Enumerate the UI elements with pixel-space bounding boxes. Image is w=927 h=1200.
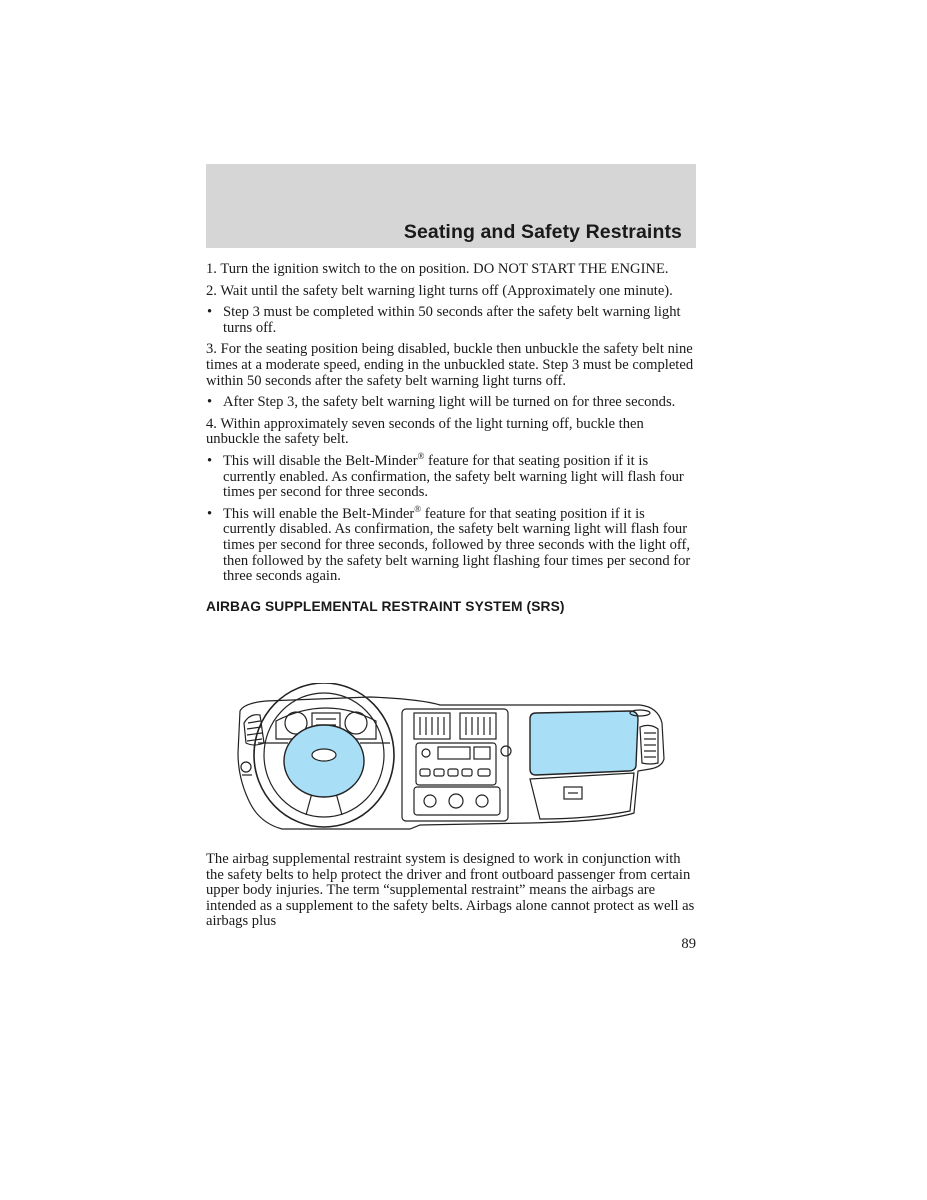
section-header-band [206, 164, 696, 248]
step-1: 1. Turn the ignition switch to the on position. DO NOT START THE ENGINE. [206, 261, 669, 277]
bullet-glyph: • [207, 394, 213, 411]
bullet-item [206, 451, 698, 501]
page-number: 89 [681, 936, 696, 952]
bullet-text: After Step 3, the safety belt warning light will be turned on for three seconds. [223, 394, 676, 411]
radio-unit [416, 743, 511, 785]
headlamp-switch-icon [241, 762, 252, 775]
section-heading: AIRBAG SUPPLEMENTAL RESTRAINT SYSTEM (SRS) [206, 598, 565, 614]
step-4: 4. Within approximately seven seconds of the light turning off, buckle then unbuckle the safety belt. [206, 415, 644, 448]
step-3: 3. For the seating position being disabled, buckle then unbuckle the safety belt nine times at a moderate speed, ending in the unbuckled state. Step 3 must be completed within 50 seconds after the safety belt warning light turns off. [206, 341, 694, 389]
bullet-text-post: feature for that seating position if it is currently disabled. As confirmation, the safety belt warning light will flash four times per second for three seconds, followed by three seconds with the light off, then followed by the safety belt warning light flashing four times per second for three seconds again. [223, 505, 691, 585]
step-2: 2. Wait until the safety belt warning light turns off (Approximately one minute). [206, 282, 673, 299]
dashboard-airbag-illustration [230, 683, 666, 833]
bullet-text-pre: This will disable the Belt-Minder [223, 452, 418, 469]
passenger-airbag [530, 711, 638, 775]
left-vent [244, 715, 264, 745]
steering-wheel [254, 683, 394, 827]
bullet-item [206, 395, 698, 411]
glove-box [530, 773, 634, 819]
instructions-block [206, 262, 698, 614]
right-vent [640, 725, 658, 764]
center-stack [402, 709, 508, 821]
bullet-text-post: feature for that seating position if it is currently enabled. As confirmation, the safety belt warning light will flash four times per second for three seconds. [223, 452, 684, 501]
bullet-text: Step 3 must be completed within 50 seconds after the safety belt warning light turns off. [223, 304, 681, 336]
bullet-text-pre: This will enable the Belt-Minder [223, 505, 415, 522]
bullet-glyph: • [207, 452, 213, 469]
bullet-glyph: • [207, 304, 213, 321]
bullet-item [206, 305, 698, 336]
registered-mark: ® [414, 503, 422, 514]
climate-controls [414, 787, 500, 815]
section-title: Seating and Safety Restraints [403, 221, 682, 243]
ford-logo-emblem [312, 749, 336, 761]
registered-mark: ® [417, 451, 425, 462]
airbag-description: The airbag supplemental restraint system is designed to work in conjunction with the safety belts to help protect the driver and front outboard passenger from certain upper body injuries. The term “supplemental restraint” means the airbags are intended as a supplement to the safety belts. Airbags alone cannot protect as well as airbags plus [206, 851, 695, 930]
bullet-item [206, 503, 698, 585]
bullet-glyph: • [207, 505, 213, 522]
